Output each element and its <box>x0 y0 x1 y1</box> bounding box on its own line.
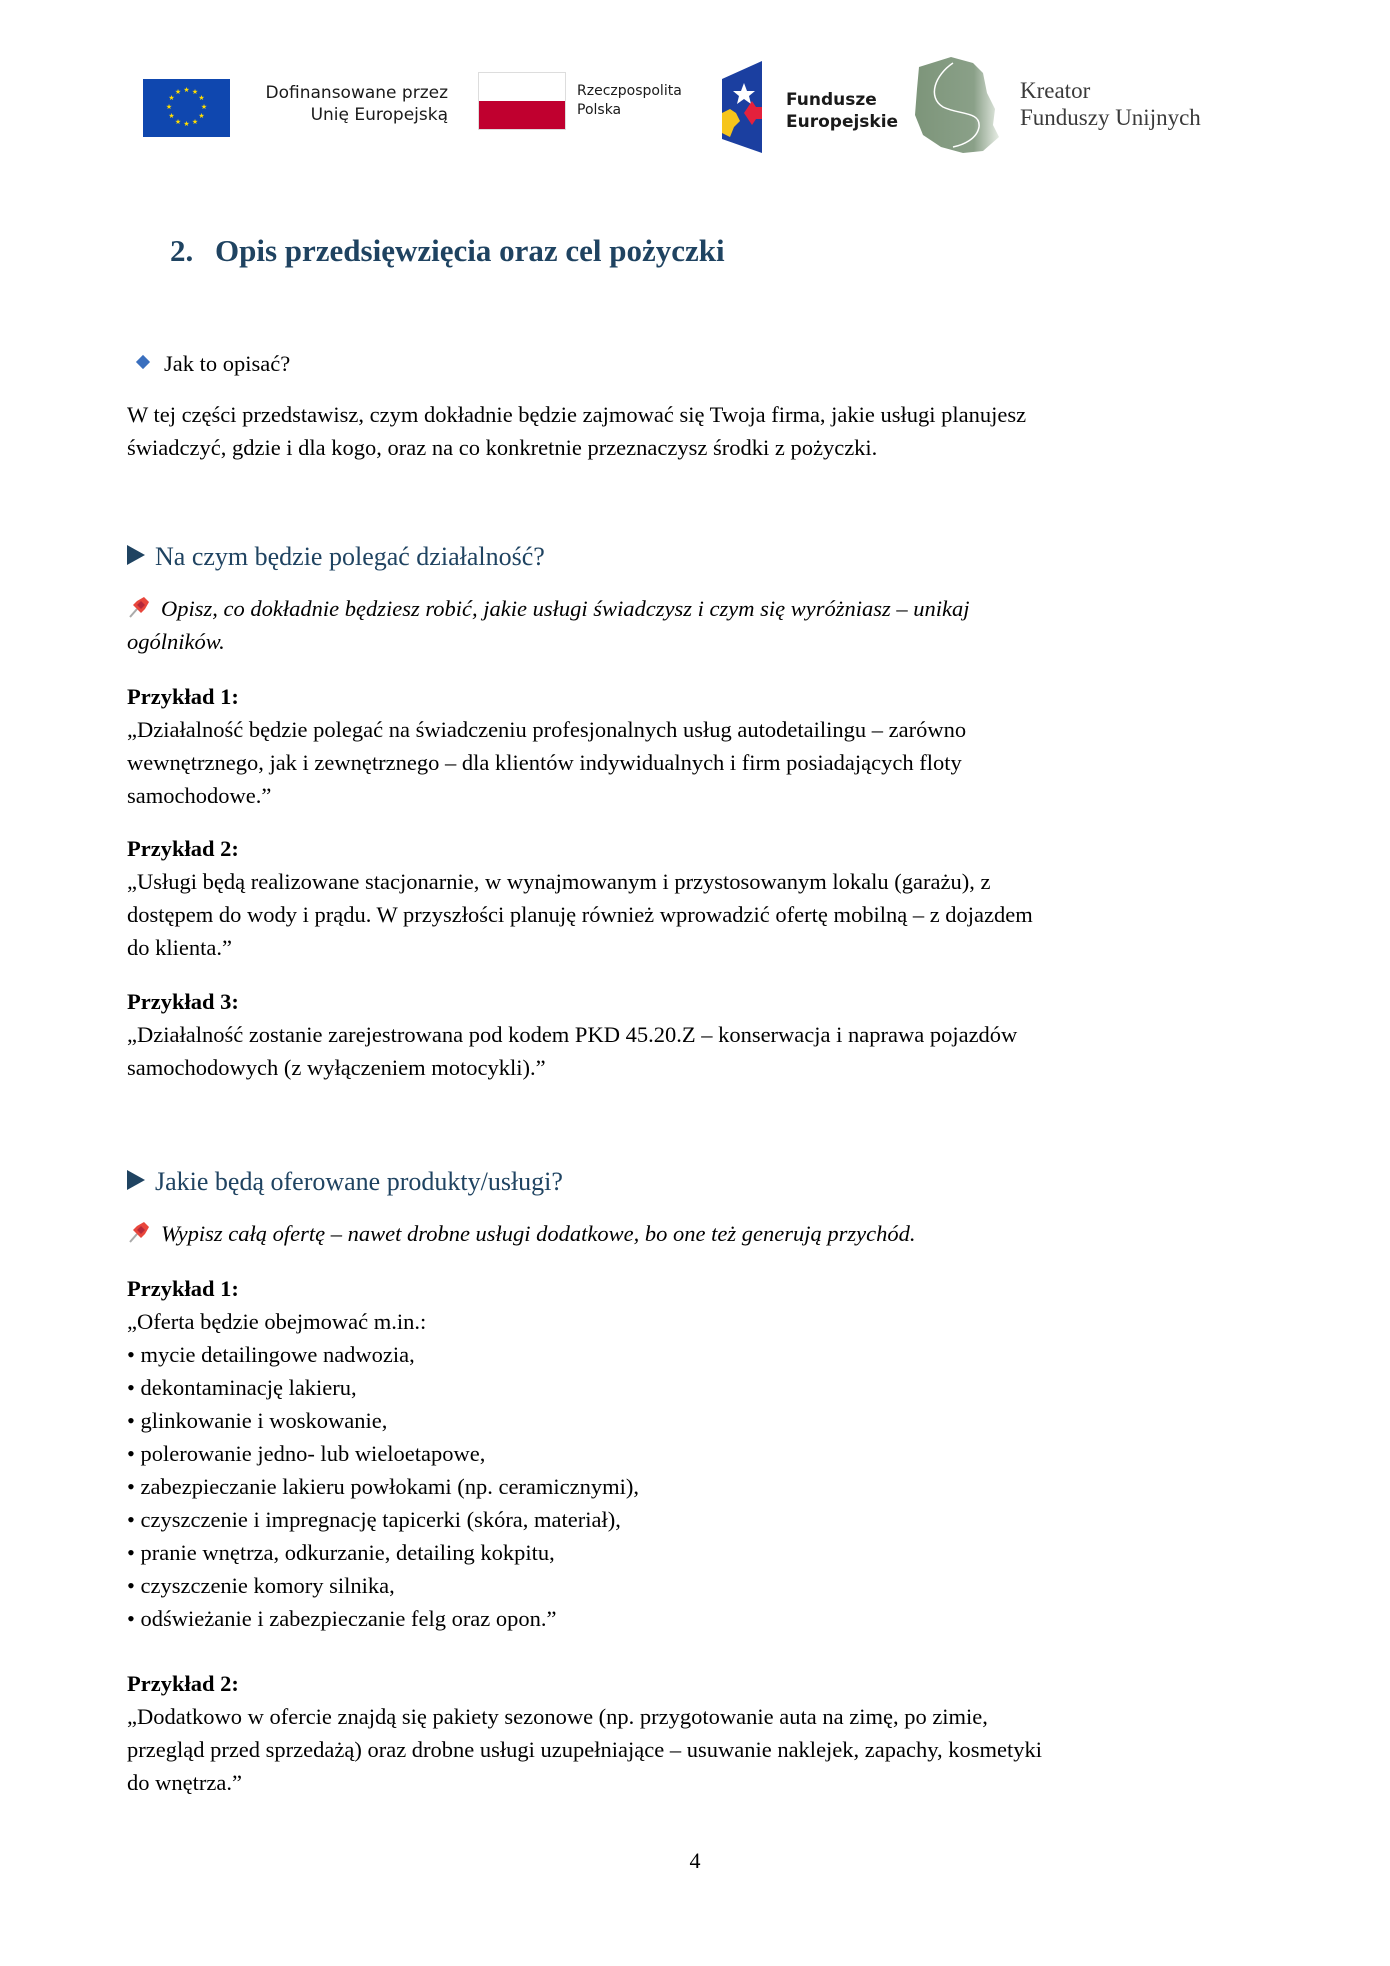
example-body <box>127 865 1033 964</box>
svg-text:★: ★ <box>198 112 205 120</box>
section-title: Opis przedsięwzięcia oraz cel pożyczki <box>215 233 725 268</box>
european-funds-label-line2: Europejskie <box>786 112 899 132</box>
example-line: „Działalność zostanie zarejestrowana pod kodem PKD 45.20.Z – konserwacja i naprawa pojazdów <box>127 1022 1018 1047</box>
intro-line: świadczyć, gdzie i dla kogo, oraz na co konkretnie przeznaczysz środki z pożyczki. <box>127 435 878 460</box>
example-title: Przykład 3: <box>127 989 239 1014</box>
example-line: „Dodatkowo w ofercie znajdą się pakiety sezonowe (np. przygotowanie auta na zimę, po zimie, <box>127 1704 988 1729</box>
tip-activity <box>127 592 969 658</box>
offer-list-item: • glinkowanie i woskowanie, <box>127 1408 388 1433</box>
kreator-funduszy-logo-icon <box>913 55 1013 155</box>
offer-list-item: • dekontaminację lakieru, <box>127 1375 357 1400</box>
tip-offer <box>127 1217 916 1250</box>
svg-text:★: ★ <box>200 103 208 111</box>
tip-line: Opisz, co dokładnie będziesz robić, jakie usługi świadczysz i czym się wyróżniasz – unikaj <box>161 596 970 621</box>
diamond-bullet-icon <box>136 355 150 369</box>
tip-text: Wypisz całą ofertę – nawet drobne usługi dodatkowe, bo one też generują przychód. <box>161 1221 916 1246</box>
kreator-funduszy-label <box>1020 77 1201 131</box>
example-line: wewnętrznego, jak i zewnętrznego – dla klientów indywidualnych i firm posiadających floty <box>127 750 962 775</box>
subsection-heading-text: Jakie będą oferowane produkty/usługi? <box>155 1167 563 1196</box>
svg-text:★: ★ <box>174 88 182 96</box>
svg-text:★: ★ <box>183 86 190 94</box>
example-line: dostępem do wody i prądu. W przyszłości planuję również wprowadzić ofertę mobilną – z dojazdem <box>127 902 1033 927</box>
how-to-describe-label <box>138 347 290 380</box>
section-number: 2. <box>170 233 194 268</box>
arrow-right-icon <box>127 545 145 565</box>
subsection-heading-activity <box>127 540 545 574</box>
logo-bar <box>0 55 1390 165</box>
eu-flag-icon <box>143 79 230 137</box>
pushpin-icon <box>127 595 151 619</box>
offer-list-item: • czyszczenie i impregnację tapicerki (skóra, materiał), <box>127 1507 621 1532</box>
svg-text:★: ★ <box>191 118 199 126</box>
example-title: Przykład 1: <box>127 684 239 709</box>
example-title: Przykład 2: <box>127 1671 239 1696</box>
eu-cofinanced-label <box>258 82 448 126</box>
poland-label-line1: Rzeczpospolita <box>577 83 682 99</box>
example-line: do klienta.” <box>127 935 232 960</box>
offer-list-item: • odświeżanie i zabezpieczanie felg oraz opon.” <box>127 1606 557 1631</box>
example-line: „Działalność będzie polegać na świadczeniu profesjonalnych usług autodetailingu – zarówno <box>127 717 967 742</box>
poland-flag-icon <box>478 72 566 130</box>
subsection-heading-text: Na czym będzie polegać działalność? <box>155 542 545 571</box>
example-line: do wnętrza.” <box>127 1770 242 1795</box>
svg-text:★: ★ <box>168 94 175 102</box>
offer-list-item: • zabezpieczanie lakieru powłokami (np. ceramicznymi), <box>127 1474 640 1499</box>
page-number: 4 <box>689 1848 701 1873</box>
offer-list-item: • polerowanie jedno- lub wieloetapowe, <box>127 1441 486 1466</box>
offer-list-item: • czyszczenie komory silnika, <box>127 1573 395 1598</box>
example-line: samochodowych (z wyłączeniem motocykli).” <box>127 1055 546 1080</box>
intro-paragraph <box>127 398 1026 464</box>
svg-text:★: ★ <box>168 112 175 120</box>
svg-text:★: ★ <box>165 103 173 111</box>
offer-list-item: • mycie detailingowe nadwozia, <box>127 1342 415 1367</box>
subsection-heading-offer <box>127 1165 563 1199</box>
pushpin-icon <box>127 1220 151 1244</box>
arrow-right-icon <box>127 1170 145 1190</box>
svg-text:★: ★ <box>191 88 199 96</box>
eu-label-line1: Dofinansowane przez <box>265 83 448 103</box>
kreator-label-line1: Kreator <box>1020 78 1091 103</box>
svg-text:★: ★ <box>183 120 190 128</box>
example-line: przegląd przed sprzedażą) oraz drobne usługi uzupełniające – usuwanie naklejek, zapachy, kosmetyki <box>127 1737 1043 1762</box>
example-body <box>127 1018 1017 1084</box>
intro-line: W tej części przedstawisz, czym dokładnie będzie zajmować się Twoja firma, jakie usługi planujesz <box>127 402 1027 427</box>
offer-list-item: • pranie wnętrza, odkurzanie, detailing kokpitu, <box>127 1540 555 1565</box>
poland-label <box>577 82 682 120</box>
example-body <box>127 1700 1042 1799</box>
how-to-describe-text: Jak to opisać? <box>164 351 291 376</box>
example-title: Przykład 1: <box>127 1276 239 1301</box>
offer-list-intro: „Oferta będzie obejmować m.in.: <box>127 1309 427 1334</box>
example-line: „Usługi będą realizowane stacjonarnie, w wynajmowanym i przystosowanym lokalu (garażu), z <box>127 869 991 894</box>
european-funds-logo-icon <box>722 61 762 153</box>
example-line: samochodowe.” <box>127 783 272 808</box>
european-funds-label-line1: Fundusze <box>786 90 877 110</box>
offer-list <box>127 1305 639 1635</box>
tip-line: ogólników. <box>127 629 225 654</box>
section-heading <box>170 233 725 269</box>
svg-text:★: ★ <box>198 94 205 102</box>
kreator-label-line2: Funduszy Unijnych <box>1020 105 1201 130</box>
svg-text:★: ★ <box>174 118 182 126</box>
european-funds-label <box>786 89 898 133</box>
example-title: Przykład 2: <box>127 836 239 861</box>
example-body <box>127 713 966 812</box>
poland-label-line2: Polska <box>577 102 622 118</box>
eu-label-line2: Unię Europejską <box>310 105 448 125</box>
